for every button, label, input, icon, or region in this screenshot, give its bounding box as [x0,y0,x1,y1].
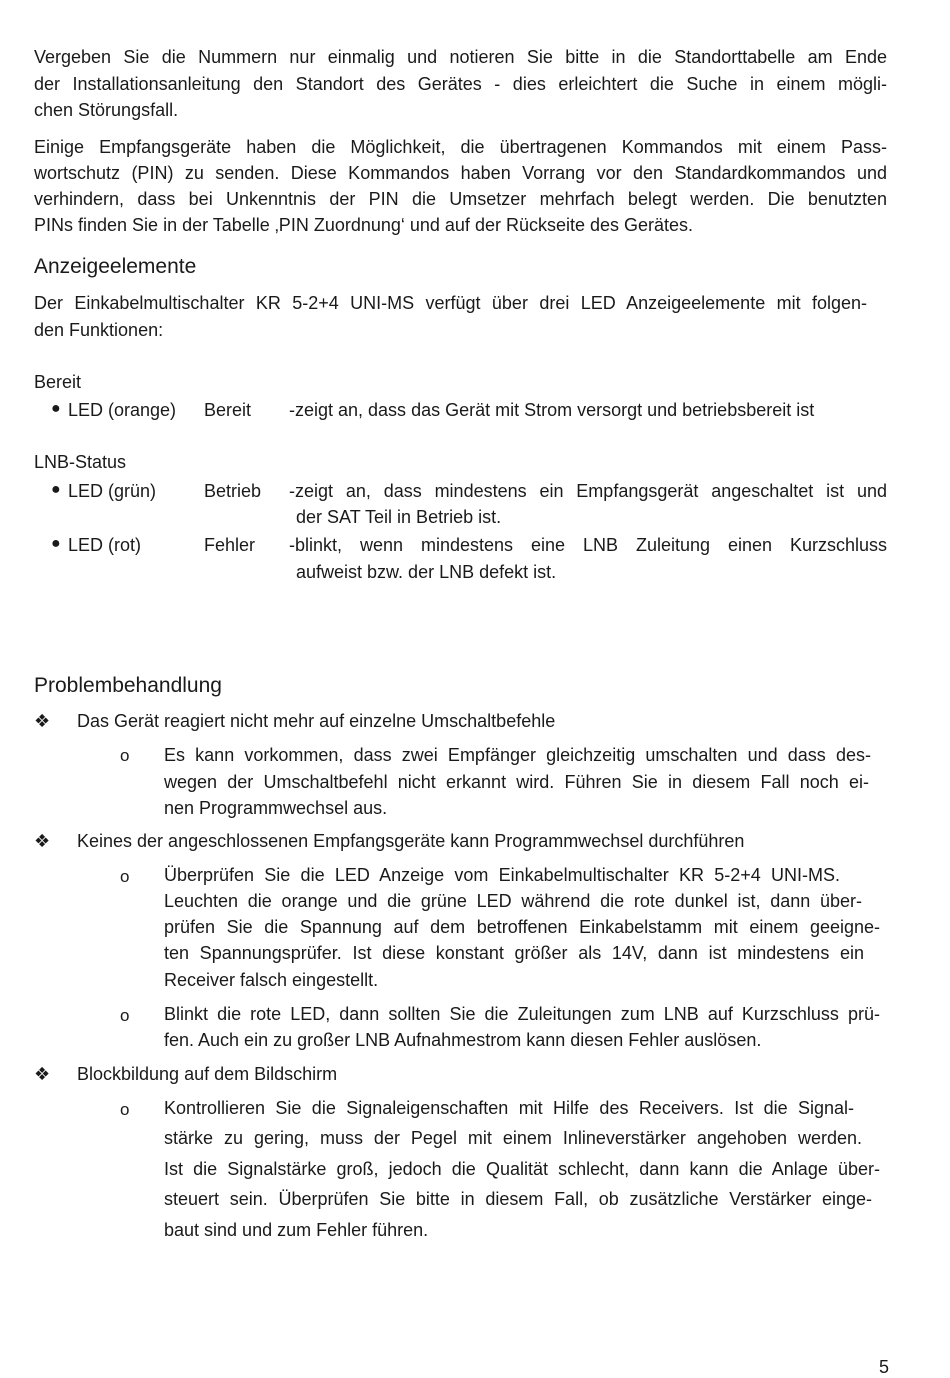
bullet-dot-icon: ● [51,481,61,498]
anzeige-text-line-1: Der Einkabelmultischalter KR 5-2+4 UNI-MS verfügt über drei LED Anzeigeelemente mit folgen- [34,293,867,313]
led-gruen-desc-2: der SAT Teil in Betrieb ist. [296,507,502,527]
led-orange-state: Bereit [204,400,252,420]
anzeige-heading: Anzeigeelemente [34,255,197,278]
problem-item-3-sub-1-line-3: Ist die Signalstärke groß, jedoch die Qualität schlecht, dann kann die Anlage über- [164,1159,880,1179]
group-bereit-title: Bereit [34,372,82,392]
anzeige-text-line-2: den Funktionen: [34,320,164,340]
led-orange-desc: -zeigt an, dass das Gerät mit Strom versorgt und betriebsbereit ist [289,400,815,420]
led-orange-name: LED (orange) [68,400,177,420]
intro-p2-line-2: wortschutz (PIN) zu senden. Diese Kommandos haben Vorrang vor den Standardkommandos und [34,163,887,183]
group-lnb-title: LNB-Status [34,452,127,472]
circle-bullet-icon: o [120,1100,130,1119]
bullet-dot-icon: ● [51,535,61,552]
problem-item-1-sub-1-line-3: nen Programmwechsel aus. [164,798,388,818]
led-rot-desc-2: aufweist bzw. der LNB defekt ist. [296,562,557,582]
problem-item-3-title: Blockbildung auf dem Bildschirm [77,1064,338,1084]
problem-item-2-sub-2-line-2: fen. Auch ein zu großer LNB Aufnahmestrom kann diesen Fehler auslösen. [164,1030,762,1050]
problem-item-2-sub-2-line-1: Blinkt die rote LED, dann sollten Sie die Zuleitungen zum LNB auf Kurzschluss prü- [164,1004,880,1024]
led-rot-desc-1: -blinkt, wenn mindestens eine LNB Zuleitung einen Kurzschluss [289,535,887,555]
problem-item-2-sub-1-line-1: Überprüfen Sie die LED Anzeige vom Einkabelmultischalter KR 5-2+4 UNI-MS. [164,865,840,885]
problem-item-2-sub-1-line-2: Leuchten die orange und die grüne LED während die rote dunkel ist, dann über- [164,891,862,911]
intro-p1-line-3: chen Störungsfall. [34,100,179,120]
problem-item-3-sub-1-line-4: steuert sein. Überprüfen Sie bitte in diesem Fall, ob zusätzliche Verstärker einge- [164,1189,872,1209]
page-number: 5 [879,1357,890,1377]
circle-bullet-icon: o [120,1006,130,1025]
problem-item-1-title: Das Gerät reagiert nicht mehr auf einzelne Umschaltbefehle [77,711,556,731]
led-rot-state: Fehler [204,535,256,555]
led-rot-name: LED (rot) [68,535,142,555]
intro-p1-line-1: Vergeben Sie die Nummern nur einmalig und notieren Sie bitte in die Standorttabelle am Ende [34,47,887,67]
intro-p2-line-4: PINs finden Sie in der Tabelle ‚PIN Zuordnung‘ und auf der Rückseite des Gerätes. [34,215,694,235]
diamond-bullet-icon: ❖ [34,1064,51,1084]
circle-bullet-icon: o [120,746,130,765]
problem-item-2-sub-1-line-4: ten Spannungsprüfer. Ist diese konstant größer als 14V, dann ist mindestens ein [164,943,864,963]
intro-p2-line-3: verhindern, dass bei Unkenntnis der PIN die Umsetzer mehrfach belegt werden. Die benutzten [34,189,887,209]
diamond-bullet-icon: ❖ [34,711,51,731]
diamond-bullet-icon: ❖ [34,831,51,851]
led-gruen-name: LED (grün) [68,481,157,501]
circle-bullet-icon: o [120,867,130,886]
led-gruen-desc-1: -zeigt an, dass mindestens ein Empfangsgerät angeschaltet ist und [289,481,887,501]
bullet-dot-icon: ● [51,400,61,417]
led-gruen-state: Betrieb [204,481,262,501]
problem-item-3-sub-1-line-2: stärke zu gering, muss der Pegel mit einem Inlineverstärker angehoben werden. [164,1128,862,1148]
problem-item-3-sub-1-line-5: baut sind und zum Fehler führen. [164,1220,429,1240]
intro-p1-line-2: der Installationsanleitung den Standort des Gerätes - dies erleichtert die Suche in einem mögli- [34,74,887,94]
problem-heading: Problembehandlung [34,674,222,697]
problem-item-3-sub-1-line-1: Kontrollieren Sie die Signaleigenschaften mit Hilfe des Receivers. Ist die Signal- [164,1098,854,1118]
problem-item-2-title: Keines der angeschlossenen Empfangsgeräte kann Programmwechsel durchführen [77,831,745,851]
intro-p2-line-1: Einige Empfangsgeräte haben die Möglichkeit, die übertragenen Kommandos mit einem Pass- [34,137,887,157]
problem-item-2-sub-1-line-5: Receiver falsch eingestellt. [164,970,379,990]
problem-item-1-sub-1-line-1: Es kann vorkommen, dass zwei Empfänger gleichzeitig umschalten und dass des- [164,745,871,765]
problem-item-1-sub-1-line-2: wegen der Umschaltbefehl nicht erkannt wird. Führen Sie in diesem Fall noch ei- [164,772,869,792]
problem-item-2-sub-1-line-3: prüfen Sie die Spannung auf dem betroffenen Einkabelstamm mit einem geeigne- [164,917,880,937]
